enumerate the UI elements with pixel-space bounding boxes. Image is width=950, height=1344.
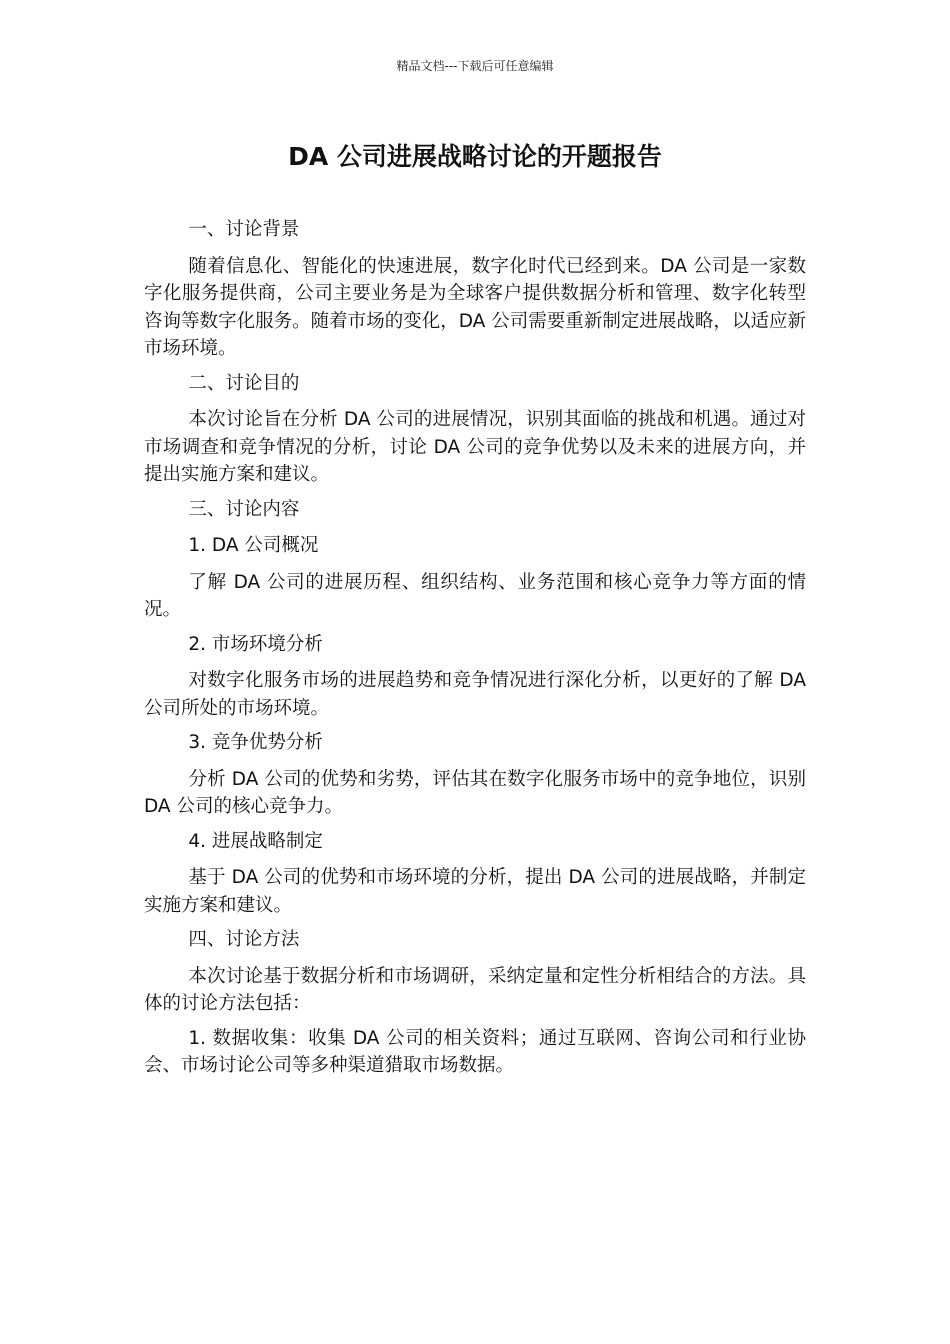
section-heading-content: 三、讨论内容: [188, 498, 300, 520]
section-heading-methods: 四、讨论方法: [188, 929, 300, 950]
paragraph-strategy: 基于 DA 公司的优势和市场环境的分析，提出 DA 公司的进展战略，并制定实施方案和建议。: [144, 867, 806, 916]
paragraph-methods: 本次讨论基于数据分析和市场调研，采纳定量和定性分析相结合的方法。具体的讨论方法包括：: [144, 965, 806, 1014]
paragraph-background: 随着信息化、智能化的快速进展，数字化时代已经到来。DA 公司是一家数字化服务提供商，公司主要业务是为全球客户提供数据分析和管理、数字化转型咨询等数字化服务。随着市场的变化，DA 公司需要重新制定进展战略，以适应新市场环境。: [144, 255, 806, 359]
paragraph-data-collection: 1. 数据收集：收集 DA 公司的相关资料；通过互联网、咨询公司和行业协会、市场讨论公司等多种渠道猎取市场数据。: [144, 1027, 806, 1076]
paragraph-purpose: 本次讨论旨在分析 DA 公司的进展情况，识别其面临的挑战和机遇。通过对市场调查和竞争情况的分析，讨论 DA 公司的竞争优势以及未来的进展方向，并提出实施方案和建议。: [144, 409, 806, 485]
subheading-strategy: 4. 进展战略制定: [188, 830, 323, 852]
subheading-competitive-analysis: 3. 竞争优势分析: [188, 732, 323, 753]
section-heading-background: 一、讨论背景: [188, 219, 300, 240]
paragraph-market-analysis: 对数字化服务市场的进展趋势和竞争情况进行深化分析，以更好的了解 DA 公司所处的市场环境。: [144, 670, 806, 719]
document-title: DA 公司进展战略讨论的开题报告: [288, 142, 662, 171]
subheading-market-analysis: 2. 市场环境分析: [188, 633, 323, 655]
paragraph-competitive-analysis: 分析 DA 公司的优势和劣势，评估其在数字化服务市场中的竞争地位，识别 DA 公司的核心竞争力。: [144, 768, 806, 817]
header-note: 精品文档---下载后可任意编辑: [396, 59, 554, 73]
document-body: [144, 216, 806, 1087]
section-heading-purpose: 二、讨论目的: [188, 372, 300, 394]
subheading-company-overview: 1. DA 公司概况: [188, 535, 319, 556]
paragraph-company-overview: 了解 DA 公司的进展历程、组织结构、业务范围和核心竞争力等方面的情况。: [144, 571, 806, 620]
